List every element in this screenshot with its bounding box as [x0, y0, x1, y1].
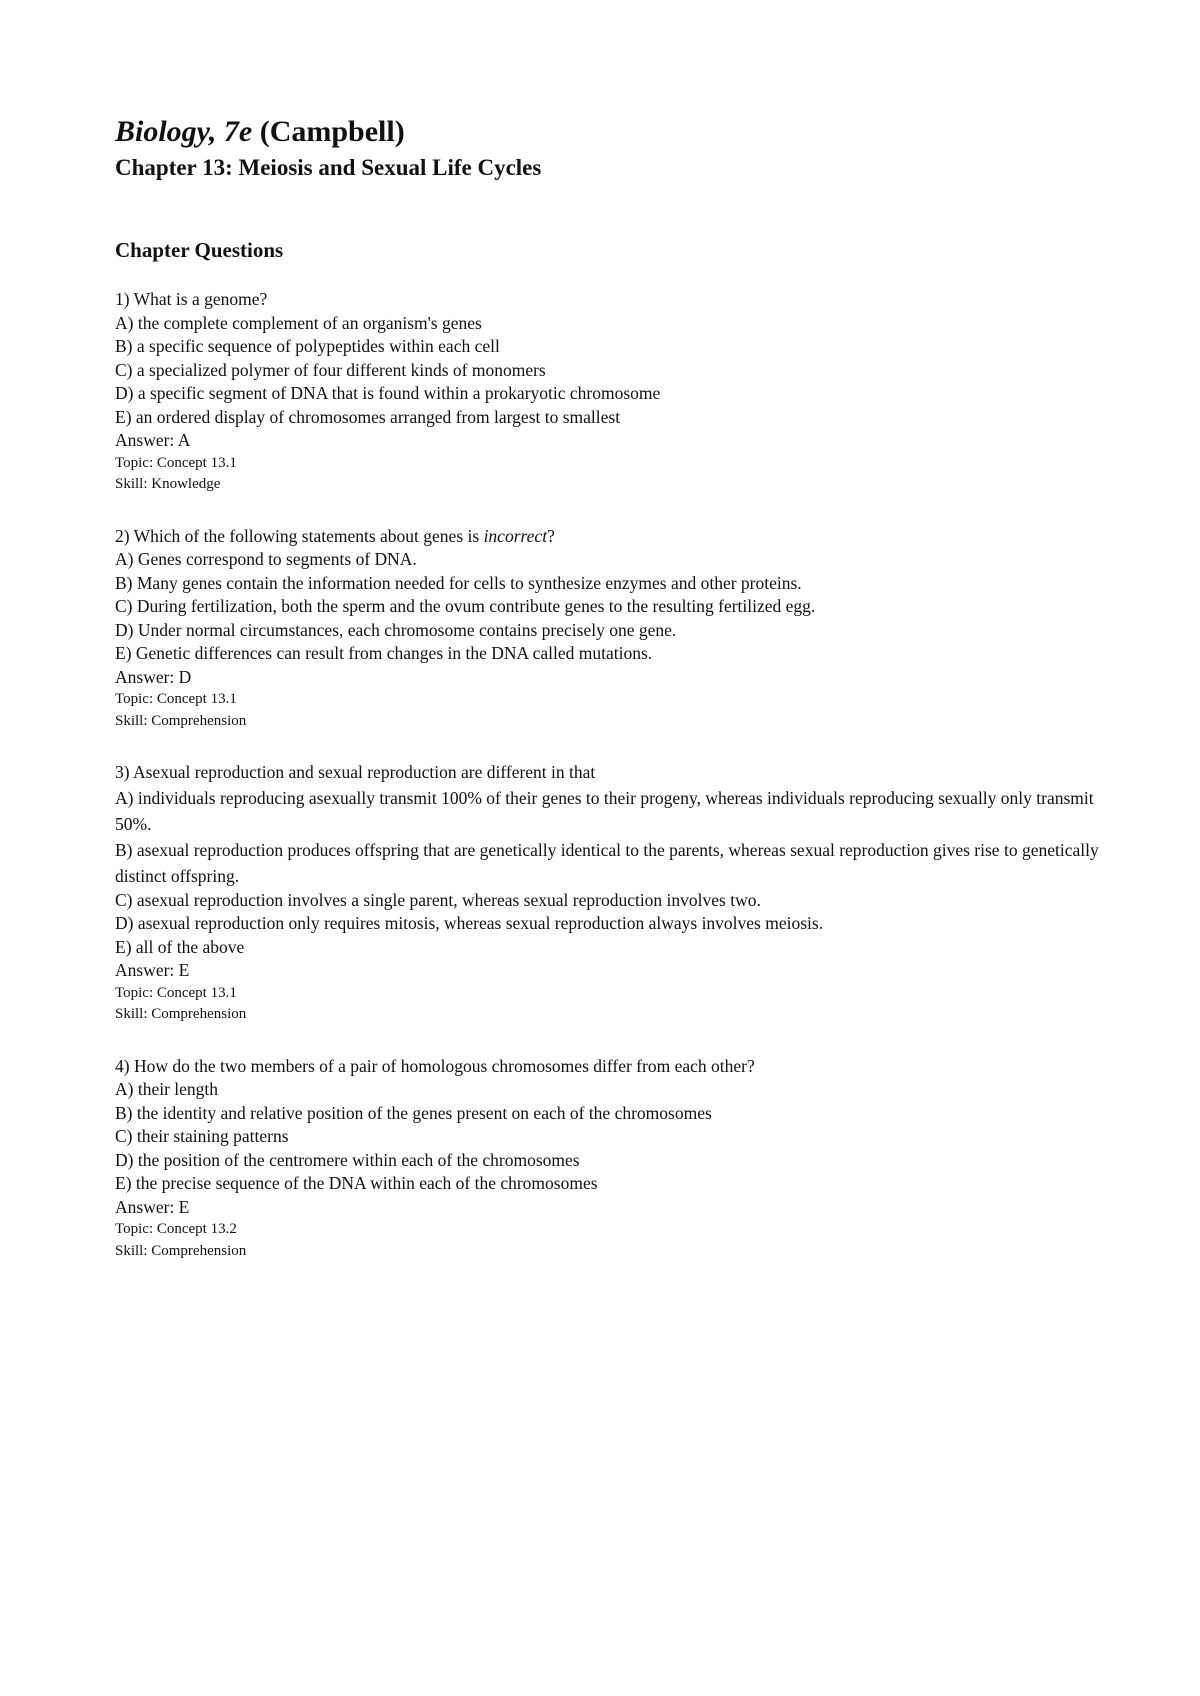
prompt-end: ?: [547, 525, 555, 546]
choice-b: B) asexual reproduction produces offspring that are genetically identical to the parents, whereas sexual reproduction gives rise to genetically distinct offspring.: [115, 839, 1099, 886]
topic: Topic: Concept 13.1: [115, 454, 237, 471]
choice-c: C) their staining patterns: [115, 1126, 289, 1146]
document-page: [115, 112, 1115, 1291]
choice-a: A) the complete complement of an organism's genes: [115, 312, 482, 333]
book-title: [115, 112, 1115, 152]
choice-c: C) During fertilization, both the sperm and the ovum contribute genes to the resulting fertilized egg.: [115, 596, 816, 616]
skill: Skill: Knowledge: [115, 476, 221, 492]
question-2: [115, 525, 1115, 733]
choice-c: C) asexual reproduction involves a single parent, whereas sexual reproduction involves two.: [115, 889, 761, 910]
skill: Skill: Comprehension: [115, 1006, 247, 1022]
choice-b: B) the identity and relative position of the genes present on each of the chromosomes: [115, 1102, 712, 1123]
answer: Answer: A: [115, 430, 191, 450]
choice-a: A) individuals reproducing asexually transmit 100% of their genes to their progeny, whereas individuals reproducing sexually only transmit 50%.: [115, 787, 1094, 834]
chapter-title: Chapter 13: Meiosis and Sexual Life Cycles: [115, 155, 542, 180]
prompt-emphasis: incorrect: [483, 525, 548, 546]
question-prompt: 1) What is a genome?: [115, 289, 268, 309]
choice-d: D) the position of the centromere within each of the chromosomes: [115, 1149, 580, 1170]
question-prompt: [115, 525, 1115, 549]
question-1: [115, 288, 1115, 496]
question-prompt: 4) How do the two members of a pair of homologous chromosomes differ from each other?: [115, 1055, 755, 1076]
choice-e: E) all of the above: [115, 936, 245, 957]
section-title: Chapter Questions: [115, 238, 284, 262]
choice-e: E) an ordered display of chromosomes arranged from largest to smallest: [115, 406, 621, 427]
topic: Topic: Concept 13.2: [115, 1221, 237, 1237]
answer: Answer: D: [115, 666, 192, 687]
choice-e: E) the precise sequence of the DNA within each of the chromosomes: [115, 1173, 598, 1193]
choice-b: B) a specific sequence of polypeptides within each cell: [115, 336, 500, 356]
question-4: [115, 1055, 1115, 1263]
choice-b: B) Many genes contain the information needed for cells to synthesize enzymes and other proteins.: [115, 572, 802, 593]
choice-a: A) their length: [115, 1079, 219, 1099]
choice-e: E) Genetic differences can result from changes in the DNA called mutations.: [115, 643, 653, 663]
choice-d: D) a specific segment of DNA that is found within a prokaryotic chromosome: [115, 383, 661, 403]
book-title-author: (Campbell): [252, 115, 405, 148]
prompt-text: 2) Which of the following statements about genes is: [115, 525, 484, 546]
topic: Topic: Concept 13.1: [115, 691, 237, 707]
question-3: [115, 761, 1115, 1026]
choice-a: A) Genes correspond to segments of DNA.: [115, 549, 417, 569]
skill: Skill: Comprehension: [115, 712, 247, 729]
answer: Answer: E: [115, 960, 190, 980]
choice-c: C) a specialized polymer of four different kinds of monomers: [115, 359, 546, 380]
question-prompt: 3) Asexual reproduction and sexual reproduction are different in that: [115, 762, 596, 782]
choice-d: D) asexual reproduction only requires mitosis, whereas sexual reproduction always involves meiosis.: [115, 913, 824, 933]
question-list: [115, 288, 1115, 1262]
skill: Skill: Comprehension: [115, 1242, 247, 1259]
answer: Answer: E: [115, 1196, 190, 1217]
book-title-italic: Biology, 7e: [115, 115, 253, 148]
choice-d: D) Under normal circumstances, each chromosome contains precisely one gene.: [115, 619, 677, 640]
topic: Topic: Concept 13.1: [115, 984, 237, 1001]
